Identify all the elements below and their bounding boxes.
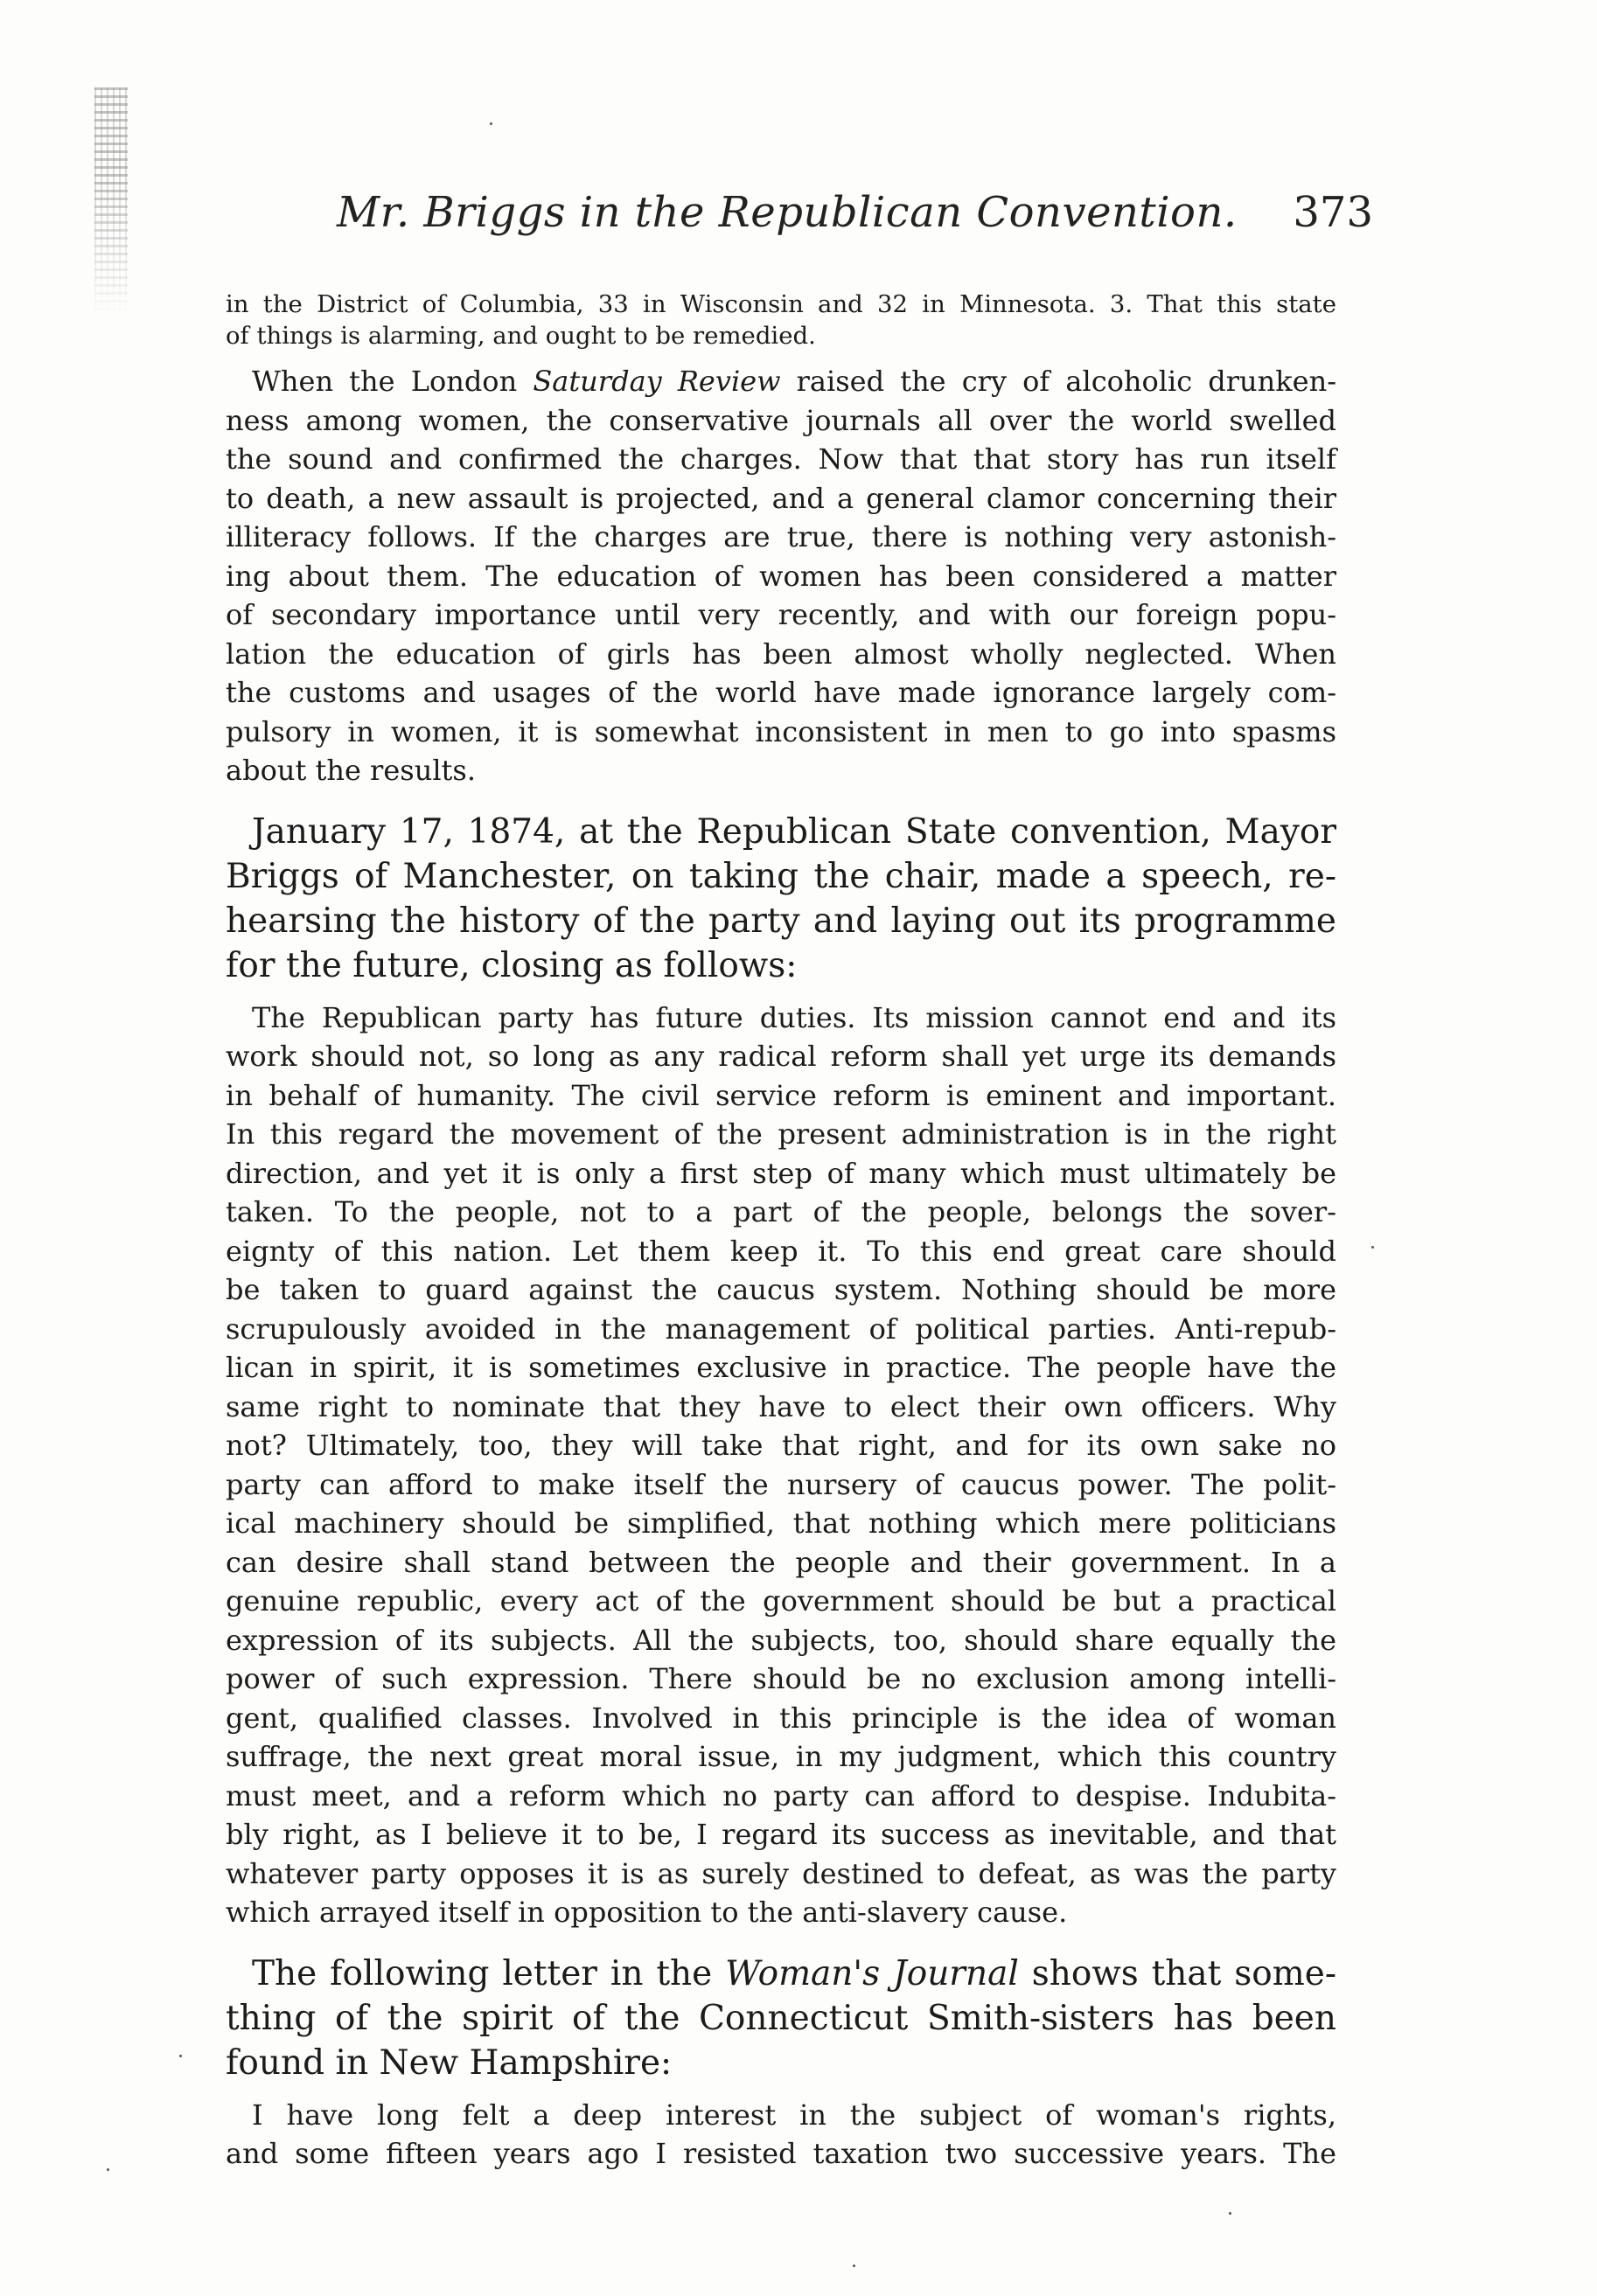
page-speck bbox=[1229, 2212, 1231, 2215]
text-line: be taken to guard against the caucus system. Nothing should be more bbox=[226, 1273, 1336, 1306]
paragraph-convention bbox=[226, 810, 1336, 988]
text-line: pulsory in women, it is somewhat inconsistent in men to go into spasms bbox=[226, 714, 1336, 748]
text-line: work should not, so long as any radical reform shall yet urge its demands bbox=[226, 1040, 1336, 1073]
page-speck bbox=[107, 2168, 109, 2171]
text-run: shows that some- bbox=[1018, 1953, 1336, 1993]
speech-quotation bbox=[226, 998, 1336, 1932]
text-line: ical machinery should be simplified, that nothing which mere politicians bbox=[226, 1506, 1336, 1540]
text-line: direction, and yet it is only a first step of many which must ultimately be bbox=[226, 1156, 1336, 1190]
text-line: genuine republic, every act of the government should be but a practical bbox=[226, 1584, 1336, 1618]
page-speck bbox=[490, 122, 492, 125]
text-line: eignty of this nation. Let them keep it. To this end great care should bbox=[226, 1234, 1336, 1268]
text-line: power of such expression. There should be no exclusion among intelli- bbox=[226, 1662, 1336, 1695]
text-line: found in New Hampshire: bbox=[226, 2042, 673, 2083]
text-line: same right to nominate that they have to elect their own officers. Why bbox=[226, 1389, 1336, 1423]
publication-title: Woman's Journal bbox=[725, 1953, 1019, 1993]
paragraph-letter-intro bbox=[226, 1952, 1336, 2085]
text-line: bly right, as I believe it to be, I regard its success as inevitable, and that bbox=[226, 1818, 1336, 1851]
text-line: ing about them. The education of women has been considered a matter bbox=[226, 559, 1336, 593]
text-line: expression of its subjects. All the subjects, too, should share equally the bbox=[226, 1623, 1336, 1657]
text-line: gent, qualified classes. Involved in this principle is the idea of woman bbox=[226, 1701, 1336, 1735]
text-run: raised the cry of alcoholic drunken- bbox=[780, 365, 1337, 398]
page-speck bbox=[179, 2055, 182, 2057]
text-line bbox=[226, 1952, 1336, 1996]
text-line: to death, a new assault is projected, and a general clamor concerning their bbox=[226, 481, 1336, 515]
text-line: lation the education of girls has been almost wholly neglected. When bbox=[226, 637, 1336, 671]
text-line: must meet, and a reform which no party can afford to despise. Indubita- bbox=[226, 1778, 1336, 1812]
text-line: can desire shall stand between the people and their government. In a bbox=[226, 1545, 1336, 1579]
text-line: illiteracy follows. If the charges are true, there is nothing very astonish- bbox=[226, 520, 1336, 553]
text-line: in the District of Columbia, 33 in Wisconsin and 32 in Minnesota. 3. That this state bbox=[226, 290, 1336, 318]
text-line: of things is alarming, and ought to be remedied. bbox=[226, 322, 816, 350]
text-line bbox=[226, 362, 1336, 401]
page-speck bbox=[853, 2265, 855, 2267]
running-title: Mr. Briggs in the Republican Convention. bbox=[337, 188, 1238, 237]
text-line: and some fifteen years ago I resisted taxation two successive years. The bbox=[226, 2137, 1336, 2170]
binding-edge-marks bbox=[94, 87, 128, 315]
text-line: January 17, 1874, at the Republican State convention, Mayor bbox=[252, 811, 1336, 852]
running-head bbox=[337, 188, 1373, 267]
text-line: the sound and confirmed the charges. Now that that story has run itself bbox=[226, 442, 1336, 476]
page-content bbox=[226, 289, 1336, 2174]
opening-fragment bbox=[226, 289, 1336, 351]
text-line: of secondary importance until very recently, and with our foreign popu- bbox=[226, 598, 1336, 631]
text-line: the customs and usages of the world have made ignorance largely com- bbox=[226, 676, 1336, 709]
paragraph-saturday-review bbox=[226, 362, 1336, 790]
text-run: The following letter in the bbox=[252, 1953, 726, 1993]
text-line: party can afford to make itself the nursery of caucus power. The polit- bbox=[226, 1467, 1336, 1501]
text-line: for the future, closing as follows: bbox=[226, 945, 798, 985]
text-line: which arrayed itself in opposition to the anti-slavery cause. bbox=[226, 1896, 1068, 1929]
letter-quotation bbox=[226, 2096, 1336, 2174]
page-number: 373 bbox=[1293, 188, 1373, 237]
text-line: taken. To the people, not to a part of the people, belongs the sover- bbox=[226, 1195, 1336, 1228]
text-line: Briggs of Manchester, on taking the chair, made a speech, re- bbox=[226, 856, 1336, 896]
text-line: In this regard the movement of the present administration is in the right bbox=[226, 1117, 1336, 1151]
publication-title: Saturday Review bbox=[533, 365, 781, 398]
text-line: hearsing the history of the party and laying out its programme bbox=[226, 901, 1336, 941]
text-line: about the results. bbox=[226, 754, 476, 787]
text-line: ness among women, the conservative journals all over the world swelled bbox=[226, 403, 1336, 437]
text-line: suffrage, the next great moral issue, in my judgment, which this country bbox=[226, 1740, 1336, 1773]
text-line: I have long felt a deep interest in the subject of woman's rights, bbox=[252, 2098, 1336, 2132]
page-speck bbox=[1371, 1246, 1374, 1249]
text-line: whatever party opposes it is as surely destined to defeat, as was the party bbox=[226, 1856, 1336, 1890]
text-line: The Republican party has future duties. Its mission cannot end and its bbox=[252, 1000, 1336, 1034]
text-line: thing of the spirit of the Connecticut Smith-sisters has been bbox=[226, 1998, 1336, 2038]
text-line: lican in spirit, it is sometimes exclusive in practice. The people have the bbox=[226, 1351, 1336, 1384]
text-line: not? Ultimately, too, they will take that right, and for its own sake no bbox=[226, 1429, 1336, 1462]
text-line: scrupulously avoided in the management of political parties. Anti-repub- bbox=[226, 1312, 1336, 1346]
text-line: in behalf of humanity. The civil service reform is eminent and important. bbox=[226, 1078, 1336, 1112]
text-run: When the London bbox=[252, 365, 533, 398]
